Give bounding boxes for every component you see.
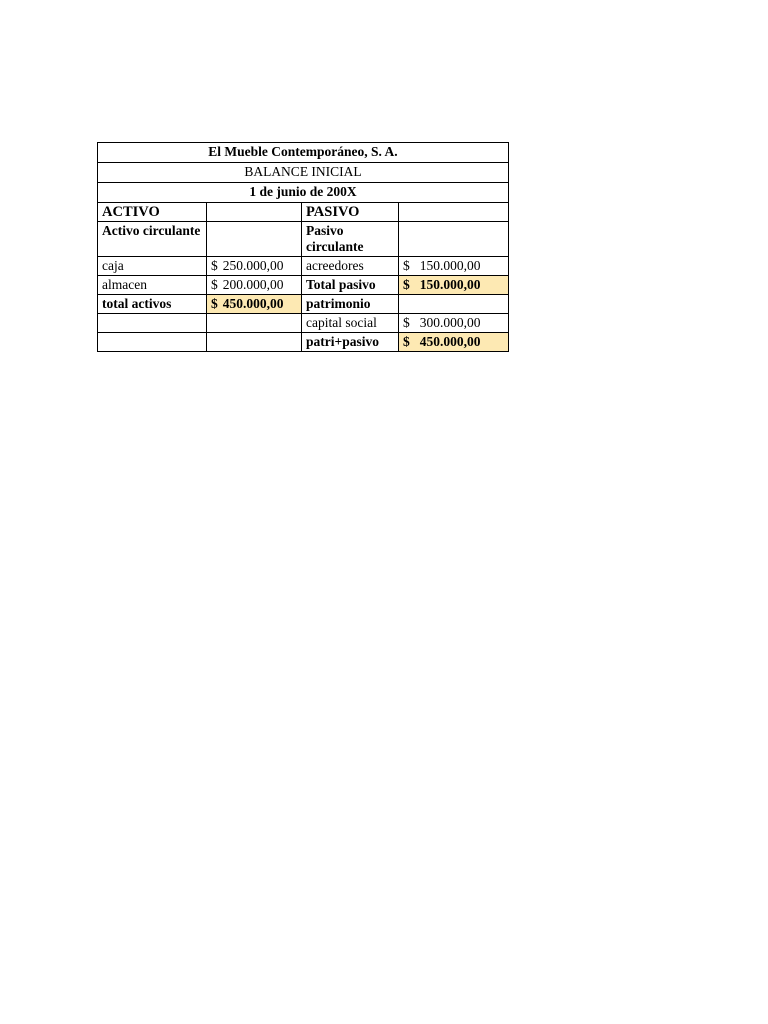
empty-cell (207, 203, 302, 222)
empty-cell (207, 333, 302, 352)
pasivo-header: PASIVO (302, 203, 399, 222)
title-row (98, 163, 509, 183)
almacen-value-cell (207, 276, 302, 295)
capital-social-label: capital social (302, 314, 399, 333)
empty-cell (399, 295, 509, 314)
total-activos-label: total activos (98, 295, 207, 314)
empty-cell (399, 203, 509, 222)
sheet-date: 1 de junio de 200X (98, 183, 509, 203)
capital-social-value-cell (399, 314, 509, 333)
total-activos-value-cell (207, 295, 302, 314)
date-row (98, 183, 509, 203)
almacen-value: 200.000,00 (222, 277, 284, 292)
total-activos-value: 450.000,00 (222, 296, 284, 311)
currency-sign: $ (403, 334, 410, 349)
capital-social-value: 300.000,00 (419, 315, 481, 330)
empty-cell (98, 333, 207, 352)
acreedores-value-cell (399, 257, 509, 276)
patri-pasivo-value-cell (399, 333, 509, 352)
currency-sign: $ (211, 296, 218, 311)
currency-sign: $ (403, 315, 410, 330)
company-row (98, 143, 509, 163)
almacen-label: almacen (98, 276, 207, 295)
empty-cell (399, 222, 509, 257)
sheet-title: BALANCE INICIAL (98, 163, 509, 183)
total-pasivo-label: Total pasivo (302, 276, 399, 295)
caja-value-cell (207, 257, 302, 276)
currency-sign: $ (211, 277, 218, 292)
empty-cell (98, 314, 207, 333)
patri-pasivo-label: patri+pasivo (302, 333, 399, 352)
caja-label: caja (98, 257, 207, 276)
table-row (98, 257, 509, 276)
patri-pasivo-value: 450.000,00 (419, 334, 481, 349)
table-row (98, 314, 509, 333)
balance-sheet-table (97, 142, 509, 352)
empty-cell (207, 222, 302, 257)
acreedores-value: 150.000,00 (419, 258, 481, 273)
table-row (98, 276, 509, 295)
patrimonio-label: patrimonio (302, 295, 399, 314)
subheader-row (98, 222, 509, 257)
section-header-row (98, 203, 509, 222)
activo-circulante-label: Activo circulante (98, 222, 207, 257)
currency-sign: $ (403, 258, 410, 273)
caja-value: 250.000,00 (222, 258, 284, 273)
total-pasivo-value-cell (399, 276, 509, 295)
empty-cell (207, 314, 302, 333)
currency-sign: $ (211, 258, 218, 273)
table-row (98, 333, 509, 352)
activo-header: ACTIVO (98, 203, 207, 222)
total-pasivo-value: 150.000,00 (419, 277, 481, 292)
acreedores-label: acreedores (302, 257, 399, 276)
company-name: El Mueble Contemporáneo, S. A. (98, 143, 509, 163)
table-row (98, 295, 509, 314)
pasivo-circulante-label: Pasivo circulante (302, 222, 399, 257)
currency-sign: $ (403, 277, 410, 292)
